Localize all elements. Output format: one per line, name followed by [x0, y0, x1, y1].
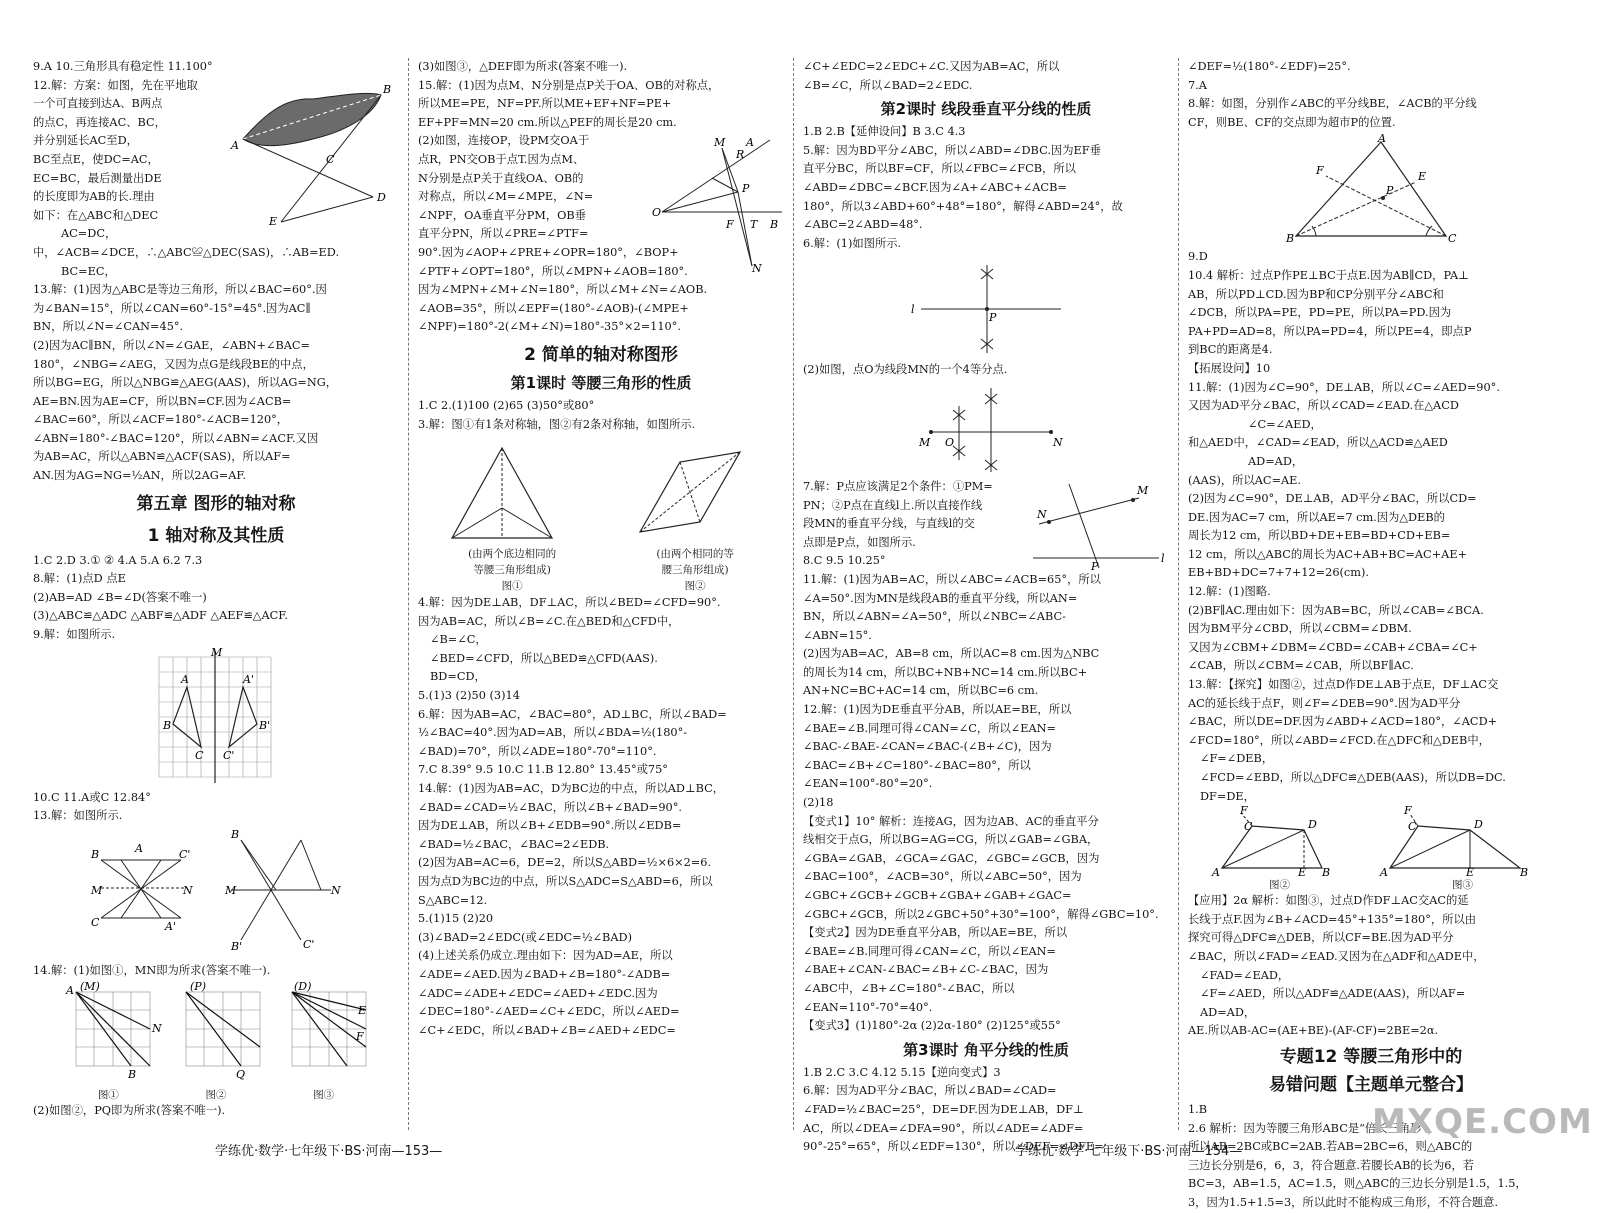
text-line: 所以ME=PE，NF=PF.所以ME+EF+NF=PE+	[418, 97, 672, 111]
text-line: 10.C 11.A或C 12.84°	[33, 790, 151, 804]
text-line: 为∠BAN=15°，所以∠CAN=60°-15°=45°.因为AC∥	[33, 301, 311, 315]
svg-text:B: B	[1520, 866, 1529, 880]
svg-text:M: M	[91, 883, 103, 897]
text-line: 又因为∠CBM+∠DBM=∠CBD=∠CAB+∠CBA=∠C+	[1188, 640, 1478, 654]
svg-text:F: F	[726, 218, 734, 232]
svg-text:N: N	[183, 883, 193, 897]
text-line: DE.因为AC=7 cm，所以AE=7 cm.因为△DEB的	[1188, 510, 1445, 524]
figure-segment-quarters	[901, 384, 1071, 474]
text-line: 为AB=AC，所以△ABN≌△ACF(SAS)，所以AF=	[33, 450, 291, 464]
column-4	[1188, 58, 1554, 1209]
svg-text:R: R	[736, 148, 745, 162]
text-line: 8.解：(1)点D 点E	[33, 572, 126, 586]
svg-text:B': B'	[231, 939, 243, 953]
text-line: 【应用】2α 解析：如图③，过点D作DF⊥AC交AC的延	[1188, 894, 1469, 908]
figure-perpendicular-line	[901, 257, 1071, 357]
svg-text:T: T	[750, 218, 758, 232]
text-line: 12 cm，所以△ABC的周长为AC+AB+BC=AC+AE+	[1188, 547, 1468, 561]
text-line: 3.解：图①有1条对称轴，图②有2条对称轴，如图所示.	[418, 417, 696, 431]
text-line: (3)△ABC≌△ADC △ABF≌△ADF △AEF≌△ACF.	[33, 609, 288, 623]
text-line: ∠GBC+∠GCB+∠GCB+∠GBA+∠GAB+∠GAC=	[803, 889, 1072, 902]
text-line: ∠BAD)=70°，所以∠ADE=180°-70°=110°.	[418, 744, 657, 758]
svg-text:A': A'	[243, 672, 254, 686]
text-line: (2)如图，点O为线段MN的一个4等分点.	[803, 363, 1008, 377]
caption-fig: 图①	[501, 580, 523, 593]
lesson-title: 第2课时 线段垂直平分线的性质	[880, 100, 1092, 119]
text-line: 段MN的垂直平分线，与直线l的交	[803, 517, 975, 531]
section-title: 2 简单的轴对称图形	[524, 344, 678, 365]
text-line: PN；②P点在直线l上.所以直接作线	[803, 498, 983, 512]
text-line: PA+PD=AD=8，所以PA=PD=4，所以PE=4，即点P	[1188, 324, 1472, 338]
text-line: ∠ADE=∠AED.因为∠BAD+∠B=180°-∠ADB=	[418, 967, 671, 981]
text-line: AD=AD，	[1200, 1005, 1256, 1019]
text-line: 的点C，再连接AC、BC，	[33, 115, 166, 129]
text-line: 线相交于点G，所以BG=AG=CG，所以∠GAB=∠GBA，	[803, 833, 1099, 847]
svg-text:N: N	[152, 1022, 162, 1036]
svg-text:B: B	[91, 847, 100, 861]
text-line: 5.(1)15 (2)20	[418, 912, 494, 926]
svg-text:E: E	[1298, 866, 1307, 880]
text-line: 到BC的距离是4.	[1188, 343, 1273, 357]
svg-text:C': C'	[303, 937, 315, 951]
text-line: ∠NPF，OA垂直平分PM，OB垂	[418, 208, 587, 222]
figure-symmetric-pairs	[91, 827, 341, 958]
text-line: (2)如图②，PQ即为所求(答案不唯一).	[33, 1104, 226, 1118]
text-line: 5.(1)3 (2)50 (3)14	[418, 689, 520, 703]
figure-angle-reflection	[652, 132, 784, 276]
text-line: BC=3，AB=1.5，AC=1.5，则△ABC的三边长分别是1.5，1.5，	[1188, 1177, 1527, 1191]
svg-text:C': C'	[179, 847, 191, 861]
figure-grid-sets	[66, 980, 367, 1084]
text-line: ∠A=50°.因为MN是线段AB的垂直平分线，所以AN=	[803, 591, 1078, 605]
text-line: 1.B 2.C 3.C 4.12 5.15【逆向变式】3	[803, 1065, 1001, 1079]
text-line: 一个可直接到达A、B两点	[33, 97, 163, 111]
text-line: EF+PF=MN=20 cm.所以△PEF的周长是20 cm.	[418, 115, 677, 129]
figure-two-isosceles	[442, 442, 562, 546]
text-line: 点R，PN交OB于点T.因为点M、	[418, 152, 585, 166]
text-line: 8.解：如图，分别作∠ABC的平分线BE，∠ACB的平分线	[1188, 97, 1477, 111]
text-line: 6.解：因为AD平分∠BAC，所以∠BAD=∠CAD=	[803, 1084, 1057, 1098]
section-title: 1 轴对称及其性质	[147, 525, 285, 546]
figure-symmetry-row	[418, 438, 784, 546]
column-2	[418, 58, 784, 1130]
text-line: CF，则BE、CF的交点即为超市P的位置.	[1188, 115, 1396, 129]
svg-text:E: E	[1466, 866, 1475, 880]
svg-text:A: A	[181, 672, 189, 686]
text-line: ∠ABN=180°-∠BAC=120°，所以∠ABN=∠ACF.又因	[33, 431, 319, 445]
text-line: ½∠BAC=40°.因为AD=AB，所以∠BDA=½(180°-	[418, 726, 688, 740]
text-line: 【变式1】10° 解析：连接AG，因为边AB、AC的垂直平分	[803, 814, 1099, 828]
text-line: 和△AED中，∠CAD=∠EAD，所以△ACD≌△AED	[1188, 436, 1448, 450]
text-line: (2)因为AC∥BN，所以∠N=∠GAE，∠ABN+∠BAC=	[33, 338, 311, 352]
svg-text:A: A	[746, 136, 754, 150]
text-line: ∠F=∠DEB，	[1200, 752, 1274, 766]
text-line: ∠ABN=15°.	[803, 628, 872, 642]
text-line: AB，所以PD⊥CD.因为BP和CP分别平分∠ABC和	[1188, 287, 1444, 301]
text-line: ∠EAN=110°-70°=40°.	[803, 1000, 933, 1014]
svg-text:Q: Q	[236, 1068, 246, 1082]
svg-text:(D): (D)	[294, 980, 312, 994]
text-line: N分别是点P关于直线OA、OB的	[418, 171, 584, 185]
text-line: (2)因为∠C=90°，DE⊥AB，AD平分∠BAC，所以CD=	[1188, 492, 1477, 506]
page-footer-left: 学练优·数学·七年级下·BS·河南—153—	[215, 1144, 443, 1159]
text-line: 7.C 8.39° 9.5 10.C 11.B 12.80° 13.45°或75°	[418, 763, 668, 777]
text-line: AE=BN.因为AE=CF，所以BN=CF.因为∠ACB=	[33, 394, 292, 408]
svg-text:P: P	[1386, 184, 1394, 198]
text-line: 14.解：(1)如图①，MN即为所求(答案不唯一).	[33, 963, 271, 977]
text-line: AC的延长线于点F，则∠F=∠DEB=90°.因为AD平分	[1188, 696, 1461, 710]
topic-title: 专题12 等腰三角形中的	[1279, 1046, 1463, 1067]
text-line: ∠ABD=∠DBC=∠BCF.因为∠A+∠ABC+∠ACB=	[803, 180, 1067, 194]
text-line: (2)因为AB=AC=6，DE=2，所以S△ABD=½×6×2=6.	[418, 856, 712, 870]
text-line: ∠FAD=∠EAD，	[1200, 968, 1290, 982]
text-line: 9.解：如图所示.	[33, 628, 116, 642]
text-line: 直平分PN，所以∠PRE=∠PTF=	[418, 227, 589, 241]
svg-text:C: C	[195, 748, 204, 762]
text-line: 因为点D为BC边的中点，所以S△ADC=S△ABD=6，所以	[418, 875, 713, 888]
text-line: ∠DEF=½(180°-∠EDF)=25°.	[1188, 60, 1351, 73]
figure-captions	[1188, 878, 1554, 892]
svg-text:F: F	[1316, 164, 1324, 178]
text-line: 又因为AD平分∠BAC，所以∠CAD=∠EAD.在△ACD	[1188, 399, 1459, 413]
text-line: ∠FCD=180°，所以∠ABD=∠FCD.在△DFC和△DEB中，	[1188, 733, 1490, 747]
text-line: ∠B=∠C，	[430, 633, 487, 647]
text-line: S△ABC=12.	[418, 893, 488, 907]
svg-text:D: D	[1308, 818, 1317, 832]
watermark-logo: MXQE.COM	[1372, 1102, 1593, 1142]
text-line: ∠C+∠EDC，所以∠BAD+∠B=∠AED+∠EDC=	[418, 1023, 676, 1037]
text-line: 因为AB=AC，所以∠B=∠C.在△BED和△CFD中，	[418, 614, 680, 628]
text-line: 因为∠MPN+∠M+∠N=180°，所以∠M+∠N=∠AOB.	[418, 283, 708, 297]
text-line: 10.4 解析：过点P作PE⊥BC于点E.因为AB∥CD，PA⊥	[1188, 268, 1469, 282]
svg-text:P: P	[742, 182, 750, 196]
text-line: 所以AB=2BC或BC=2AB.若AB=2BC=6，则△ABC的	[1188, 1140, 1473, 1154]
caption-fig1: 图①	[97, 1089, 119, 1102]
caption-text: (由两个相同的等	[656, 548, 734, 561]
lesson-title: 第1课时 等腰三角形的性质	[510, 373, 692, 392]
caption-fig: 图②	[684, 580, 706, 593]
text-line: ∠BAC-∠BAE-∠CAN=∠BAC-(∠B+∠C)，因为	[803, 740, 1052, 754]
figure-point-on-line	[1029, 478, 1169, 574]
topic-subtitle: 易错问题【主题单元整合】	[1269, 1074, 1473, 1095]
text-line: ∠ABC中，∠B+∠C=180°-∠BAC，所以	[803, 981, 1015, 995]
svg-text:M: M	[211, 645, 223, 659]
svg-text:D: D	[1474, 818, 1483, 832]
figure-rhombus	[610, 442, 760, 546]
text-line: BD=CD，	[430, 670, 486, 684]
svg-text:N: N	[331, 883, 341, 897]
svg-text:F: F	[356, 1030, 364, 1044]
text-line: ∠EAN=100°-80°=20°.	[803, 777, 933, 791]
text-line: 4.解：因为DE⊥AB，DF⊥AC，所以∠BED=∠CFD=90°.	[418, 596, 721, 610]
text-line: 直平分BC，所以BF=CF，所以∠FBC=∠FCB，所以	[803, 162, 1076, 176]
text-line: ∠BAD=½∠BAC，∠BAC=2∠EDB.	[418, 837, 610, 851]
column-divider	[793, 58, 794, 1130]
svg-text:A: A	[66, 984, 74, 998]
text-line: 并分别延长AC至D，	[33, 134, 138, 148]
svg-text:M: M	[1137, 483, 1149, 497]
svg-text:O: O	[652, 206, 662, 220]
text-line: 【变式2】因为DE垂直平分AB，所以AE=BE，所以	[803, 926, 1068, 940]
text-line: AN+NC=BC+AC=14 cm，所以BC=6 cm.	[803, 684, 1039, 698]
caption-text: 等腰三角形组成)	[473, 564, 551, 577]
svg-text:l: l	[911, 303, 915, 317]
text-line: ∠C+∠EDC=2∠EDC+∠C.又因为AB=AC，所以	[803, 60, 1060, 73]
svg-text:N: N	[1053, 435, 1063, 449]
text-line: ∠BAD=∠CAD=½∠BAC，所以∠B+∠BAD=90°.	[418, 800, 682, 814]
text-line: 6.解：(1)如图所示.	[803, 236, 902, 250]
text-line: 90°.因为∠AOP+∠PRE+∠OPR=180°，∠BOP+	[418, 245, 679, 259]
svg-text:B: B	[383, 82, 392, 96]
text-line: 1.C 2.(1)100 (2)65 (3)50°或80°	[418, 398, 595, 412]
text-line: 如下：在△ABC和△DEC	[33, 208, 159, 222]
svg-text:C: C	[326, 152, 335, 166]
chapter-title: 第五章 图形的轴对称	[136, 493, 296, 514]
svg-text:A: A	[1212, 866, 1220, 880]
svg-text:C: C	[91, 915, 100, 929]
svg-text:O: O	[945, 435, 955, 449]
text-line: ∠DEC=180°-∠AED=∠C+∠EDC，所以∠AED=	[418, 1005, 680, 1019]
text-line: ∠GBC+∠GCB，所以2∠GBC+50°+30°=100°，解得∠GBC=10°.	[803, 907, 1159, 921]
text-line: ∠BAC，所以∠FAD=∠EAD.又因为在△ADF和△ADE中，	[1188, 949, 1485, 963]
svg-text:C: C	[1448, 232, 1457, 246]
caption-text: (由两个底边相同的	[468, 548, 557, 561]
figure-quad-2	[1212, 804, 1332, 880]
text-line: ∠AOB=35°，所以∠EPF=(180°-∠AOB)-(∠MPE+	[418, 301, 689, 315]
text-line: 因为BM平分∠CBD，所以∠CBM=∠DBM.	[1188, 622, 1412, 636]
svg-text:F: F	[1240, 804, 1248, 818]
caption-fig2: 图②	[1269, 879, 1290, 892]
text-line: 12.解：(1)因为DE垂直平分AB，所以AE=BE，所以	[803, 703, 1072, 717]
text-line: ∠FCD=∠EBD，所以△DFC≌△DEB(AAS)，所以DB=DC.	[1200, 771, 1506, 784]
svg-text:B: B	[163, 718, 172, 732]
text-line: ∠C=∠AED，	[1248, 417, 1322, 431]
figure-captions	[33, 1088, 399, 1102]
text-line: 对称点，所以∠M=∠MPE，∠N=	[418, 190, 594, 204]
text-line: 5.解：因为BD平分∠ABC，所以∠ABD=∠DBC.因为EF垂	[803, 143, 1101, 157]
caption-fig3: 图③	[1452, 879, 1473, 892]
figure-quad-3	[1380, 804, 1530, 880]
text-line: BN，所以∠N=∠CAN=45°.	[33, 320, 184, 334]
text-line: ∠BAC=100°，∠ACB=30°，所以∠ABC=50°，因为	[803, 870, 1082, 884]
svg-text:E: E	[1418, 170, 1427, 184]
text-line: ∠BAE=∠B.同理可得∠CAN=∠C，所以∠EAN=	[803, 721, 1057, 735]
text-line: ∠F=∠AED，所以△ADF≌△ADE(AAS)，所以AF=	[1200, 987, 1466, 1001]
text-line: 13.解：【探究】如图②，过点D作DE⊥AB于点E，DF⊥AC交	[1188, 678, 1499, 692]
svg-text:C': C'	[223, 748, 235, 762]
text-line: ∠PTF+∠OPT=180°，所以∠MPN+∠AOB=180°.	[418, 264, 688, 278]
text-line: 1.C 2.D 3.① ② 4.A 5.A 6.2 7.3	[33, 553, 203, 567]
figure-lake-triangle	[223, 77, 395, 227]
text-line: ∠BAC，所以DE=DF.因为∠ABD+∠ACD=180°，∠ACD+	[1188, 715, 1498, 729]
svg-text:B: B	[1286, 232, 1295, 246]
text-line: AC，所以∠DEA=∠DFA=90°，所以∠ADE=∠ADF=	[803, 1121, 1084, 1135]
text-line: AE.所以AB-AC=(AE+BE)-(AF-CF)=2BE=2α.	[1188, 1024, 1439, 1038]
column-divider	[408, 58, 409, 1130]
text-line: ∠BAE+∠CAN-∠BAC=∠B+∠C-∠BAC，因为	[803, 963, 1049, 977]
svg-text:B': B'	[259, 718, 271, 732]
text-line: (4)上述关系仍成立.理由如下：因为AD=AE，所以	[418, 949, 673, 963]
text-line: BC=EC，	[61, 264, 116, 278]
svg-text:C: C	[1244, 820, 1253, 834]
lesson-title: 第3课时 角平分线的性质	[903, 1040, 1069, 1059]
text-line: BC至点E，使DC=AC，	[33, 152, 159, 166]
svg-text:M: M	[225, 883, 237, 897]
caption-fig2: 图②	[205, 1089, 227, 1102]
text-line: 长线于点F.因为∠B+∠ACD=45°+135°=180°，所以由	[1188, 912, 1477, 926]
svg-text:B: B	[231, 827, 240, 841]
text-line: ∠CAB，所以∠CBM=∠CAB，所以BF∥AC.	[1188, 659, 1414, 673]
text-line: 中，∠ACB=∠DCE，∴△ABC≌△DEC(SAS)，∴AB=ED.	[33, 245, 340, 259]
caption-fig3: 图③	[313, 1089, 335, 1102]
svg-text:M: M	[714, 136, 726, 150]
svg-text:A: A	[135, 841, 143, 855]
text-line: 180°，所以3∠ABD+60°+48°=180°，解得∠ABD=24°，故	[803, 199, 1123, 213]
text-line: (2)因为AB=AC，AB=8 cm，所以AC=8 cm.因为△NBC	[803, 647, 1100, 661]
text-line: 11.解：(1)因为∠C=90°，DE⊥AB，所以∠C=∠AED=90°.	[1188, 380, 1500, 394]
text-line: ∠ADC=∠ADE+∠EDC=∠AED+∠EDC.因为	[418, 986, 658, 1000]
text-line: 7.A	[1188, 78, 1207, 92]
text-line: BN，所以∠ABN=∠A=50°，所以∠NBC=∠ABC-	[803, 610, 1066, 624]
svg-text:A: A	[1378, 132, 1386, 146]
text-line: 14.解：(1)因为AB=AC，D为BC边的中点，所以AD⊥BC，	[418, 782, 725, 796]
text-line: ∠BAC=60°，所以∠ACF=180°-∠ACB=120°，	[33, 413, 289, 427]
svg-text:A: A	[231, 138, 239, 152]
column-3	[803, 58, 1169, 1154]
text-line: 1.B	[1188, 1102, 1208, 1116]
q12-block	[33, 77, 399, 226]
text-line: 13.解：(1)因为△ABC是等边三角形，所以∠BAC=60°.因	[33, 283, 327, 297]
text-line: ∠ABC=2∠ABD=48°.	[803, 218, 923, 232]
svg-text:E: E	[269, 214, 278, 228]
text-line: 9.D	[1188, 250, 1208, 264]
caption-row	[418, 546, 784, 594]
text-line: 7.解：P点应该满足2个条件：①PM=	[803, 479, 993, 493]
text-line: ∠GBA=∠GAB，∠GCA=∠GAC，∠GBC=∠GCB，因为	[803, 851, 1100, 865]
text-line: 【变式3】(1)180°-2α (2)2α-180° (2)125°或55°	[803, 1019, 1061, 1033]
svg-text:E: E	[358, 1004, 367, 1018]
text-line: 12.解：(1)图略.	[1188, 585, 1271, 599]
figure-grid-reflection	[151, 645, 281, 785]
svg-text:B: B	[1322, 866, 1331, 880]
text-line: 所以BG=EG，所以△NBG≌△AEG(AAS)，所以AG=NG，	[33, 376, 338, 390]
text-line: ∠BED=∠CFD，所以△BED≌△CFD(AAS).	[430, 651, 658, 665]
text-line: 13.解：如图所示.	[33, 809, 123, 823]
text-line: AN.因为AG=NG=½AN，所以2AG=AF.	[33, 469, 247, 483]
column-1	[33, 58, 399, 1130]
text-line: (2)AB=AD ∠B=∠D(答案不唯一)	[33, 590, 207, 604]
text-line: 1.B 2.B【延伸设问】B 3.C 4.3	[803, 125, 966, 139]
text-line: ∠NPF)=180°-2(∠M+∠N)=180°-35°×2=110°.	[418, 320, 681, 334]
text-line: (2)18	[803, 796, 834, 810]
text-line: ∠BAC=∠B+∠C=180°-∠BAC=80°，所以	[803, 758, 1031, 772]
svg-text:M: M	[919, 435, 931, 449]
svg-text:D: D	[377, 190, 386, 204]
text-line: 点即是P点，如图所示.	[803, 535, 916, 549]
text-line: 15.解：(1)因为点M、N分别是点P关于OA、OB的对称点，	[418, 78, 720, 92]
text-line: EC=BC，最后测量出DE	[33, 171, 162, 185]
text-line: 探究可得△DFC≌△DEB，所以CF=BE.因为AD平分	[1188, 931, 1454, 945]
text-line: ∠BAE=∠B.同理可得∠CAN=∠C，所以∠EAN=	[803, 944, 1057, 958]
text-line: AD=AD，	[1248, 454, 1304, 468]
text-line: 11.解：(1)因为AB=AC，所以∠ABC=∠ACB=65°，所以	[803, 572, 1101, 586]
caption-text: 腰三角形组成)	[661, 564, 729, 577]
text-line: 8.C 9.5 10.25°	[803, 554, 886, 568]
text-line: 三边长分别是6，6，3，符合题意.若腰长AB的长为6，若	[1188, 1158, 1475, 1172]
page-footer-right: 学练优·数学·七年级下·BS·河南—154—	[1015, 1144, 1243, 1159]
text-line: DF=DE，	[1200, 789, 1255, 803]
svg-text:P: P	[989, 311, 997, 325]
text-line: 周长为12 cm，所以BD+DE+EB=BD+CD+EB=	[1188, 529, 1451, 543]
svg-text:(P): (P)	[190, 980, 206, 994]
text-line: ∠B=∠C，所以∠BAD=2∠EDC.	[803, 78, 973, 92]
text-line: 的周长为14 cm，所以BC+NB+NC=14 cm.所以BC+	[803, 665, 1088, 679]
svg-text:A: A	[1380, 866, 1388, 880]
text-line: (2)BF∥AC.理由如下：因为AB=BC，所以∠CAB=∠BCA.	[1188, 603, 1484, 617]
svg-text:A': A'	[165, 919, 176, 933]
text-line: (AAS)，所以AC=AE.	[1188, 473, 1302, 487]
text-line: EB+BD+DC=7+7+12=26(cm).	[1188, 566, 1369, 580]
text-line: 【拓展设问】10	[1188, 361, 1271, 375]
text-line: 12.解：方案：如图，先在平地取	[33, 78, 198, 92]
text-line: (3)如图③，△DEF即为所求(答案不唯一).	[418, 60, 628, 73]
figure-angle-bisectors	[1286, 132, 1457, 246]
svg-text:N: N	[1037, 507, 1047, 521]
svg-text:F: F	[1404, 804, 1412, 818]
text-line: 9.A 10.三角形具有稳定性 11.100°	[33, 60, 213, 73]
text-line: 因为DE⊥AB，所以∠B+∠EDB=90°.所以∠EDB=	[418, 819, 682, 833]
svg-text:l: l	[1161, 551, 1165, 565]
text-line: 90°-25°=65°，所以∠EDF=130°，所以∠DEF=∠DFE=	[803, 1140, 1104, 1154]
svg-text:(M): (M)	[80, 980, 100, 994]
svg-text:N: N	[752, 262, 762, 276]
svg-text:P: P	[1091, 559, 1099, 573]
text-line: AC=DC，	[61, 227, 117, 241]
text-line: (2)如图，连接OP，设PM交OA于	[418, 134, 590, 148]
svg-text:B: B	[770, 218, 779, 232]
text-line: 的长度即为AB的长.理由	[33, 190, 155, 204]
text-line: 6.解：因为AB=AC，∠BAC=80°，AD⊥BC，所以∠BAD=	[418, 707, 727, 721]
text-line: ∠FAD=½∠BAC=25°，DE=DF.因为DE⊥AB，DF⊥	[803, 1102, 1084, 1116]
figure-row-quadrilaterals	[1188, 804, 1554, 880]
svg-text:B: B	[128, 1068, 137, 1082]
text-line: (3)∠BAD=2∠EDC(或∠EDC=½∠BAD)	[418, 930, 632, 944]
svg-text:C: C	[1408, 820, 1417, 834]
text-line: 2.6 解析：因为等腰三角形ABC是“倍长三角形”，	[1188, 1121, 1439, 1135]
text-line: 180°，∠NBG=∠AEG，又因为点G是线段BE的中点，	[33, 357, 314, 371]
text-line: 3，因为1.5+1.5=3，所以此时不能构成三角形，不符合题意.	[1188, 1195, 1499, 1209]
column-divider	[1178, 58, 1179, 1130]
text-line: ∠DCB，所以PA=PE，PD=PE，所以PA=PD.因为	[1188, 306, 1452, 320]
